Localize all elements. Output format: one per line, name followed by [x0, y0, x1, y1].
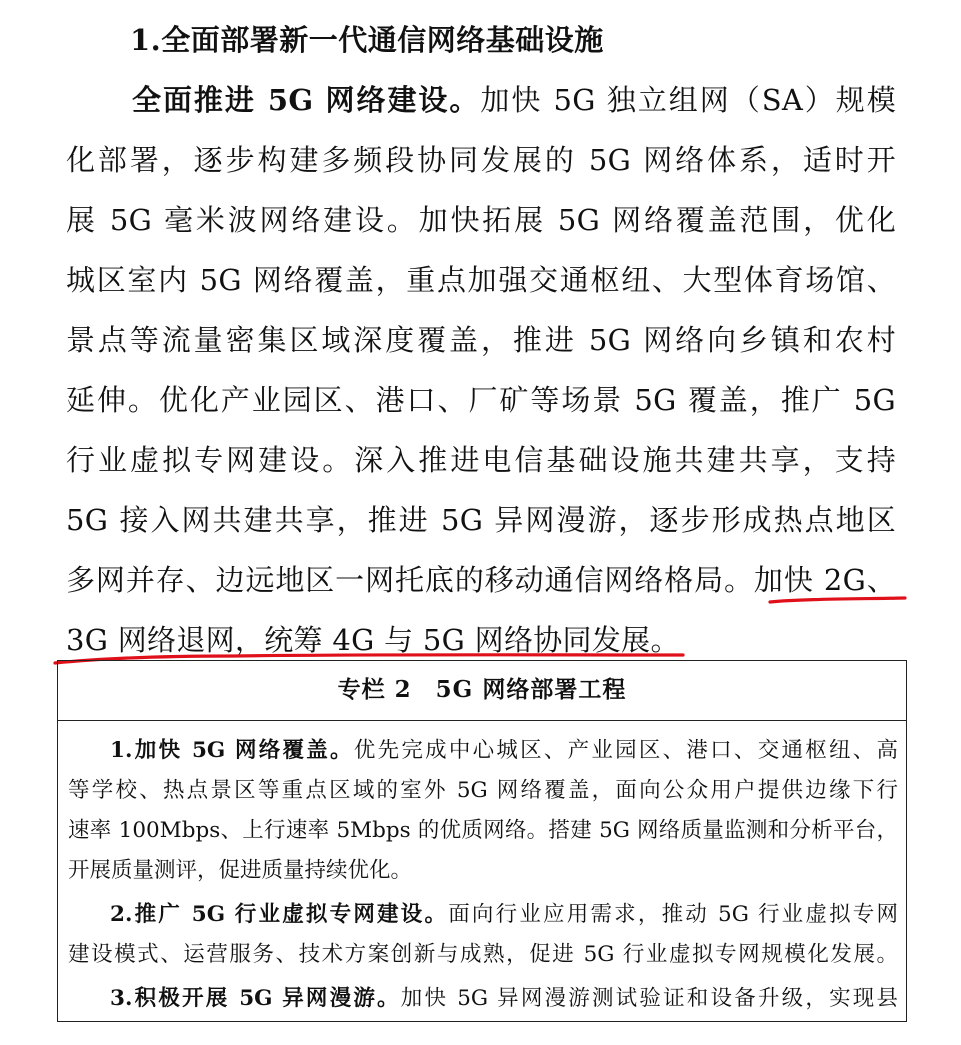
- box-item-3-lead: 3.积极开展 5G 异网漫游。: [110, 986, 401, 1011]
- section-heading: 1.全面部署新一代通信网络基础设施: [130, 23, 604, 57]
- box-item-2-line-1: [110, 895, 898, 935]
- box-item-3-line-1-text: 加快 5G 异网漫游测试验证和设备升级，实现县: [400, 986, 898, 1011]
- paragraph-line-5: 景点等流量密集区域深度覆盖，推进 5G 网络向乡镇和农村: [66, 323, 896, 357]
- paragraph-line-9-text: 多网并存、边远地区一网托底的移动通信网络格局。: [66, 563, 754, 597]
- box-item-2-line-1-text: 面向行业应用需求，推动 5G 行业虚拟专网: [448, 902, 898, 927]
- paragraph-line-8: 5G 接入网共建共享，推进 5G 异网漫游，逐步形成热点地区: [66, 503, 896, 537]
- paragraph-line-6: 延伸。优化产业园区、港口、厂矿等场景 5G 覆盖，推广 5G: [66, 383, 896, 417]
- box-item-1-line-1-text: 优先完成中心城区、产业园区、港口、交通枢纽、高: [353, 738, 898, 763]
- paragraph-line-3: 展 5G 毫米波网络建设。加快拓展 5G 网络覆盖范围，优化: [66, 203, 896, 237]
- paragraph-line-1-text: 加快 5G 独立组网（SA）规模: [480, 83, 896, 117]
- box-item-1-line-3: 速率 100Mbps、上行速率 5Mbps 的优质网络。搭建 5G 网络质量监测和分析平台，: [68, 818, 898, 843]
- underlined-highlight-text: 加快 2G、: [753, 563, 896, 597]
- box-item-1-line-1: [110, 731, 898, 771]
- paragraph-line-10: 3G 网络退网，统筹 4G 与 5G 网络协同发展。: [66, 623, 680, 657]
- paragraph-line-1: [132, 76, 896, 124]
- box-item-1-lead: 1.加快 5G 网络覆盖。: [110, 738, 354, 763]
- paragraph-lead: 全面推进 5G 网络建设。: [132, 83, 481, 117]
- paragraph-line-2: 化部署，逐步构建多频段协同发展的 5G 网络体系，适时开: [66, 143, 896, 177]
- box-item-2-lead: 2.推广 5G 行业虚拟专网建设。: [110, 902, 449, 927]
- paragraph-line-4: 城区室内 5G 网络覆盖，重点加强交通枢纽、大型体育场馆、: [66, 263, 896, 297]
- column-box-title: 专栏 2 5G 网络部署工程: [58, 661, 906, 721]
- paragraph-line-9: [66, 556, 896, 604]
- paragraph-line-7: 行业虚拟专网建设。深入推进电信基础设施共建共享，支持: [66, 443, 896, 477]
- column-box: [57, 660, 907, 1022]
- box-item-2-line-2: 建设模式、运营服务、技术方案创新与成熟，促进 5G 行业虚拟专网规模化发展。: [68, 942, 898, 967]
- box-item-1-line-2: 等学校、热点景区等重点区域的室外 5G 网络覆盖，面向公众用户提供边缘下行: [68, 778, 898, 803]
- box-item-1-line-4: 开展质量测评，促进质量持续优化。: [68, 858, 413, 883]
- box-item-3-line-1: [110, 979, 898, 1019]
